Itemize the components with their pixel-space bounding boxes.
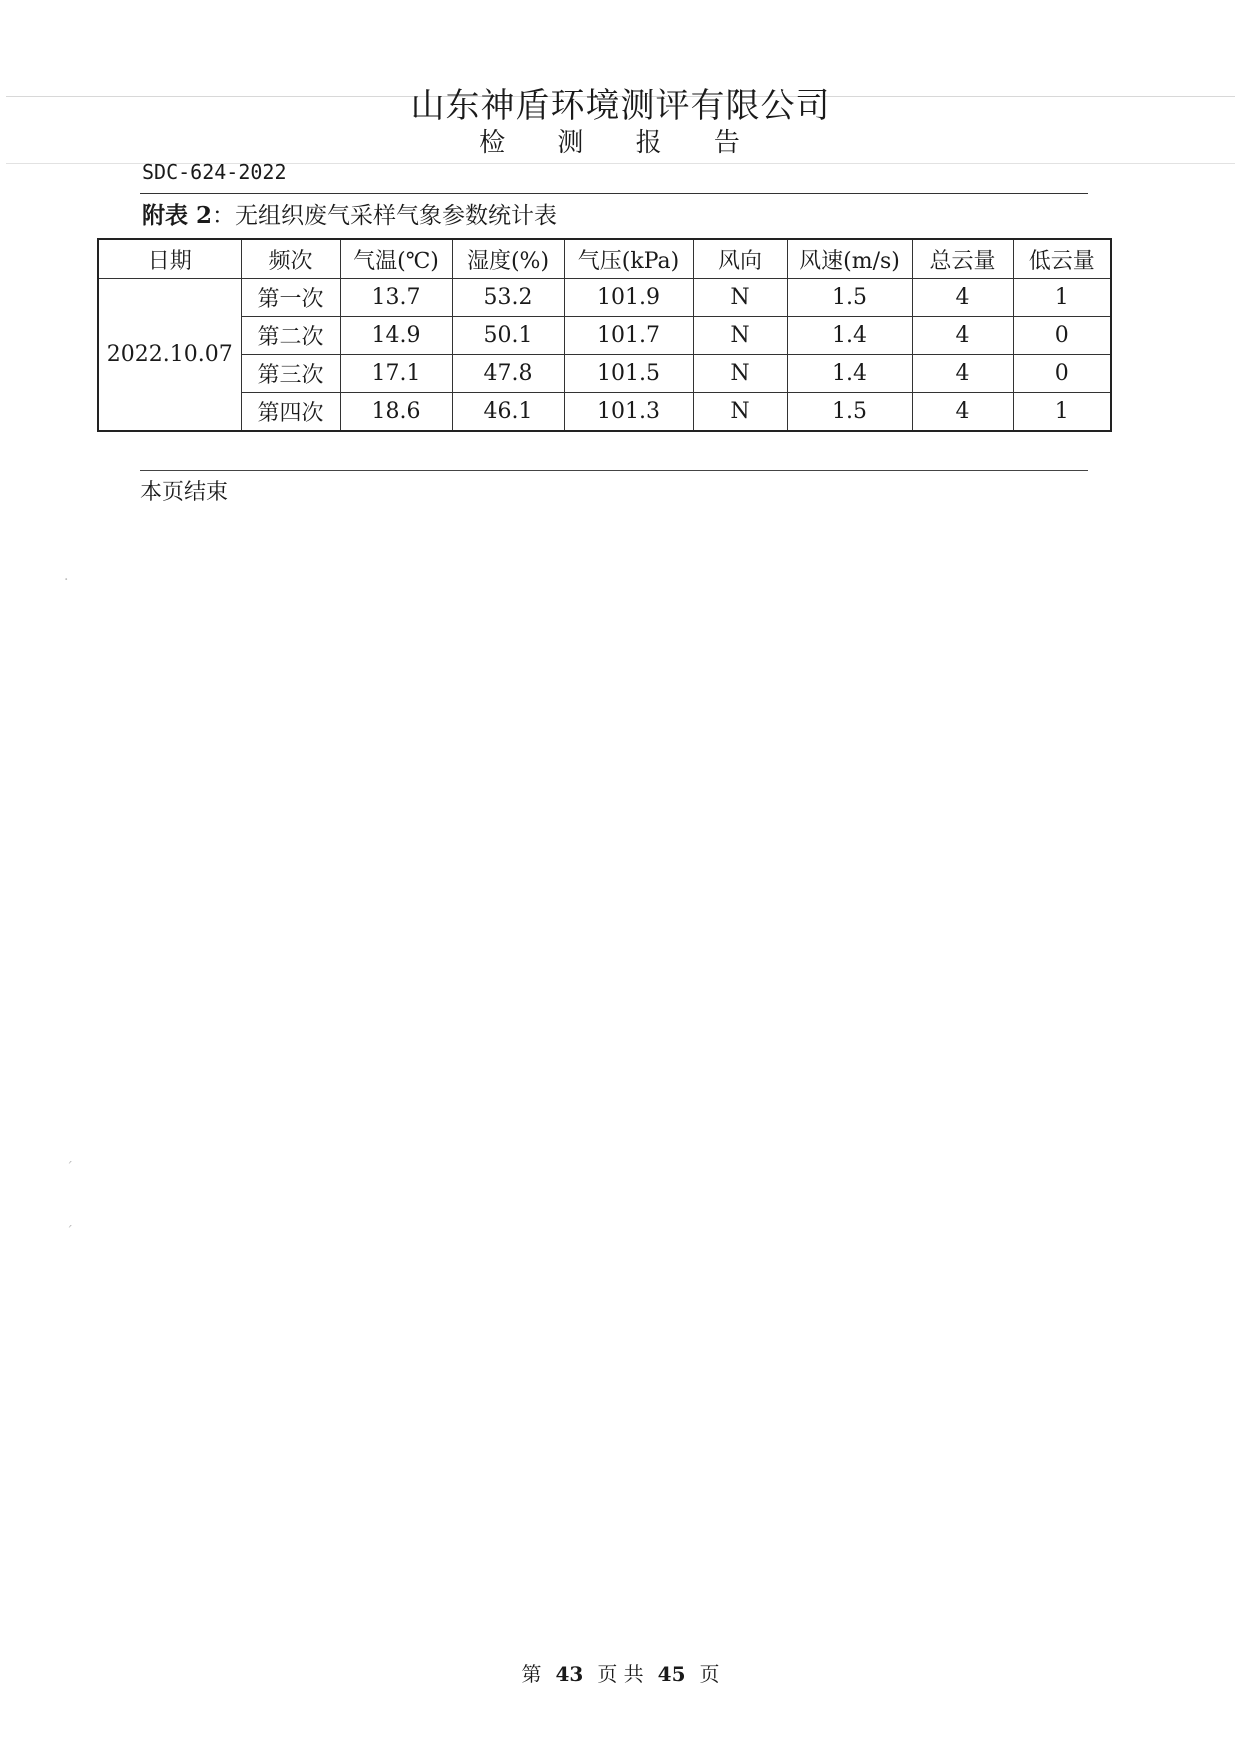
footer-current-page: 43: [555, 1662, 584, 1686]
frequency-cell: 第四次: [241, 393, 340, 432]
table-title-text: ：无组织废气采样气象参数统计表: [212, 203, 558, 229]
page-footer: [0, 1658, 1241, 1687]
temperature-cell: 14.9: [340, 317, 452, 355]
docno-divider: [140, 193, 1088, 194]
wind-direction-cell: N: [693, 355, 787, 393]
total-cloud-cell: 4: [912, 317, 1013, 355]
total-cloud-cell: 4: [912, 355, 1013, 393]
company-name: 山东神盾环境测评有限公司: [410, 86, 831, 126]
page-end-divider: [140, 470, 1088, 471]
footer-prefix: 第: [521, 1662, 542, 1686]
temperature-cell: 13.7: [340, 279, 452, 317]
header-frequency: 频次: [241, 239, 340, 279]
footer-suffix: 页: [699, 1662, 720, 1686]
humidity-cell: 50.1: [452, 317, 564, 355]
header-humidity: 湿度(%): [452, 239, 564, 279]
humidity-cell: 47.8: [452, 355, 564, 393]
total-cloud-cell: 4: [912, 279, 1013, 317]
wind-speed-cell: 1.4: [787, 317, 912, 355]
scan-speck: ˊ: [66, 1224, 73, 1240]
header-wind-speed: 风速(m/s): [787, 239, 912, 279]
temperature-cell: 18.6: [340, 393, 452, 432]
page-end-note: 本页结束: [140, 480, 229, 505]
wind-direction-cell: N: [693, 393, 787, 432]
low-cloud-cell: 1: [1013, 393, 1111, 432]
table-header-row: [98, 239, 1111, 279]
wind-direction-cell: N: [693, 279, 787, 317]
low-cloud-cell: 0: [1013, 355, 1111, 393]
table-row: [98, 279, 1111, 317]
date-cell: 2022.10.07: [98, 279, 241, 432]
frequency-cell: 第三次: [241, 355, 340, 393]
low-cloud-cell: 1: [1013, 279, 1111, 317]
document-number: SDC-624-2022: [142, 160, 287, 184]
low-cloud-cell: 0: [1013, 317, 1111, 355]
scan-speck: ·: [64, 572, 69, 588]
footer-total-pages: 45: [657, 1662, 686, 1686]
wind-speed-cell: 1.5: [787, 393, 912, 432]
temperature-cell: 17.1: [340, 355, 452, 393]
pressure-cell: 101.7: [564, 317, 693, 355]
header-total-cloud: 总云量: [912, 239, 1013, 279]
table-row: [98, 355, 1111, 393]
pressure-cell: 101.9: [564, 279, 693, 317]
scan-speck: ˊ: [66, 1160, 73, 1176]
wind-speed-cell: 1.4: [787, 355, 912, 393]
pressure-cell: 101.5: [564, 355, 693, 393]
header-temperature: 气温(℃): [340, 239, 452, 279]
table-title-prefix: 附表 2: [142, 202, 213, 229]
meteorological-stats-table: [97, 238, 1112, 432]
footer-middle: 页 共: [597, 1662, 644, 1686]
table-title: [142, 197, 557, 230]
frequency-cell: 第一次: [241, 279, 340, 317]
pressure-cell: 101.3: [564, 393, 693, 432]
report-subtitle: 检 测 报 告: [479, 128, 762, 158]
frequency-cell: 第二次: [241, 317, 340, 355]
total-cloud-cell: 4: [912, 393, 1013, 432]
humidity-cell: 46.1: [452, 393, 564, 432]
header-pressure: 气压(kPa): [564, 239, 693, 279]
humidity-cell: 53.2: [452, 279, 564, 317]
header-wind-direction: 风向: [693, 239, 787, 279]
table-row: [98, 393, 1111, 432]
header-low-cloud: 低云量: [1013, 239, 1111, 279]
header-date: 日期: [98, 239, 241, 279]
table-row: [98, 317, 1111, 355]
wind-direction-cell: N: [693, 317, 787, 355]
wind-speed-cell: 1.5: [787, 279, 912, 317]
